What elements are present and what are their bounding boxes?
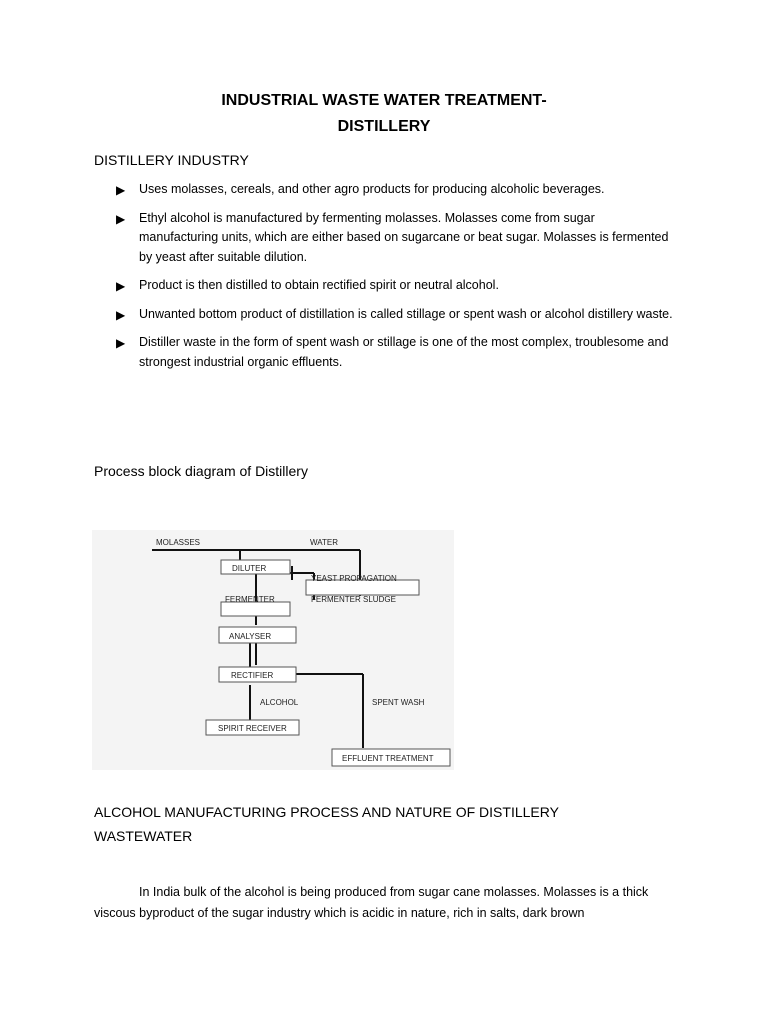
label-alcohol: ALCOHOL bbox=[260, 698, 299, 707]
label-diluter: DILUTER bbox=[232, 564, 267, 573]
right-triangle-icon: ▶ bbox=[116, 279, 126, 293]
label-fermenter-sludge: FERMENTER SLUDGE bbox=[311, 595, 396, 604]
label-molasses: MOLASSES bbox=[156, 538, 201, 547]
box-fermenter bbox=[221, 602, 290, 616]
bullet-item bbox=[116, 276, 676, 296]
label-spirit-receiver: SPIRIT RECEIVER bbox=[218, 724, 287, 733]
label-effluent-treatment: EFFLUENT TREATMENT bbox=[342, 754, 434, 763]
label-spent-wash: SPENT WASH bbox=[372, 698, 425, 707]
bullet-item bbox=[116, 333, 676, 372]
bullet-text: Distiller waste in the form of spent wash or stillage is one of the most complex, troublesome and strongest industrial organic effluents. bbox=[139, 335, 669, 369]
section-heading-process-diagram: Process block diagram of Distillery bbox=[94, 463, 308, 479]
section-heading-alcohol-manufacturing: ALCOHOL MANUFACTURING PROCESS AND NATURE OF DISTILLERY WASTEWATER bbox=[94, 804, 559, 844]
label-water: WATER bbox=[310, 538, 338, 547]
bullet-text: Uses molasses, cereals, and other agro products for producing alcoholic beverages. bbox=[139, 182, 605, 196]
section-heading-distillery-industry: DISTILLERY INDUSTRY bbox=[94, 152, 249, 168]
bullet-item bbox=[116, 305, 676, 325]
bullet-item bbox=[116, 209, 676, 268]
label-yeast: YEAST PROPAGATION bbox=[311, 574, 397, 583]
document-title-line2: DISTILLERY bbox=[337, 118, 431, 135]
right-triangle-icon: ▶ bbox=[116, 211, 126, 226]
right-triangle-icon: ▶ bbox=[116, 183, 126, 197]
bullet-text: Ethyl alcohol is manufactured by fermenting molasses. Molasses come from sugar manufacturing units, which are either based on sugarcane or beat sugar. Molasses is fermented by yeast after suitable dilution. bbox=[139, 210, 669, 264]
body-paragraph: In India bulk of the alcohol is being produced from sugar cane molasses. Molasses is a thick viscous byproduct of the sugar industry which is acidic in nature, rich in salts, dark brown bbox=[94, 885, 649, 920]
bullet-text: Product is then distilled to obtain rectified spirit or neutral alcohol. bbox=[139, 278, 499, 292]
label-analyser: ANALYSER bbox=[229, 632, 272, 641]
label-rectifier: RECTIFIER bbox=[231, 671, 274, 680]
bullet-text: Unwanted bottom product of distillation is called stillage or spent wash or alcohol distillery waste. bbox=[139, 306, 673, 321]
right-triangle-icon: ▶ bbox=[116, 307, 126, 322]
bullet-item bbox=[116, 180, 676, 200]
label-fermenter: FERMENTER bbox=[225, 595, 275, 604]
document-title-line1: INDUSTRIAL WASTE WATER TREATMENT- bbox=[221, 92, 547, 109]
bullet-list bbox=[116, 180, 676, 372]
right-triangle-icon: ▶ bbox=[116, 336, 126, 350]
process-block-diagram bbox=[92, 530, 454, 770]
